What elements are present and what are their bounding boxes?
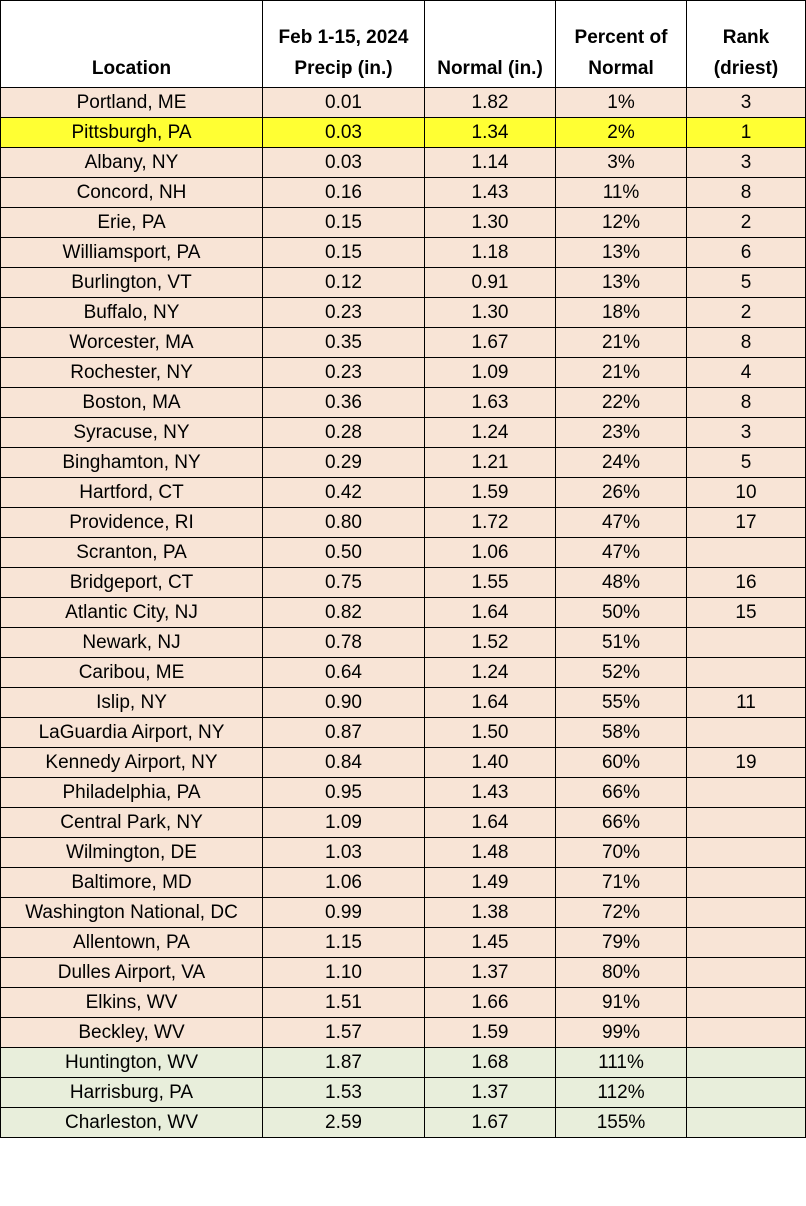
percent-cell: 55% xyxy=(556,688,687,718)
rank-cell xyxy=(687,958,806,988)
normal-cell: 0.91 xyxy=(425,268,556,298)
normal-cell: 1.59 xyxy=(425,478,556,508)
location-cell: Erie, PA xyxy=(1,208,263,238)
precip-cell: 1.06 xyxy=(263,868,425,898)
table-row xyxy=(1,928,806,958)
normal-cell: 1.45 xyxy=(425,928,556,958)
rank-cell: 19 xyxy=(687,748,806,778)
precip-cell: 0.16 xyxy=(263,178,425,208)
percent-cell: 18% xyxy=(556,298,687,328)
normal-cell: 1.21 xyxy=(425,448,556,478)
percent-column-header xyxy=(556,1,687,88)
rank-cell xyxy=(687,778,806,808)
rank-cell: 8 xyxy=(687,388,806,418)
percent-cell: 3% xyxy=(556,148,687,178)
table-row xyxy=(1,238,806,268)
location-cell: Kennedy Airport, NY xyxy=(1,748,263,778)
normal-cell: 1.50 xyxy=(425,718,556,748)
rank-cell: 6 xyxy=(687,238,806,268)
rank-cell xyxy=(687,898,806,928)
normal-cell: 1.66 xyxy=(425,988,556,1018)
table-row xyxy=(1,838,806,868)
rank-cell xyxy=(687,928,806,958)
percent-cell: 112% xyxy=(556,1078,687,1108)
rank-cell xyxy=(687,1108,806,1138)
precip-cell: 0.64 xyxy=(263,658,425,688)
precip-cell: 0.12 xyxy=(263,268,425,298)
table-row xyxy=(1,628,806,658)
table-row xyxy=(1,868,806,898)
normal-cell: 1.68 xyxy=(425,1048,556,1078)
normal-cell: 1.48 xyxy=(425,838,556,868)
rank-cell: 15 xyxy=(687,598,806,628)
table-row xyxy=(1,478,806,508)
normal-cell: 1.59 xyxy=(425,1018,556,1048)
precip-cell: 0.28 xyxy=(263,418,425,448)
location-cell: Washington National, DC xyxy=(1,898,263,928)
location-cell: Pittsburgh, PA xyxy=(1,118,263,148)
precip-cell: 0.29 xyxy=(263,448,425,478)
normal-cell: 1.18 xyxy=(425,238,556,268)
percent-cell: 1% xyxy=(556,88,687,118)
table-row xyxy=(1,208,806,238)
location-cell: Islip, NY xyxy=(1,688,263,718)
table-row xyxy=(1,88,806,118)
percent-cell: 52% xyxy=(556,658,687,688)
rank-cell: 16 xyxy=(687,568,806,598)
location-cell: Baltimore, MD xyxy=(1,868,263,898)
location-cell: Philadelphia, PA xyxy=(1,778,263,808)
normal-cell: 1.49 xyxy=(425,868,556,898)
location-cell: Binghamton, NY xyxy=(1,448,263,478)
precip-cell: 0.75 xyxy=(263,568,425,598)
table-row xyxy=(1,748,806,778)
normal-cell: 1.40 xyxy=(425,748,556,778)
table-row xyxy=(1,508,806,538)
percent-cell: 155% xyxy=(556,1108,687,1138)
precip-cell: 1.09 xyxy=(263,808,425,838)
percent-cell: 24% xyxy=(556,448,687,478)
percent-cell: 79% xyxy=(556,928,687,958)
table-row xyxy=(1,148,806,178)
normal-header-label: Normal (in.) xyxy=(437,58,543,79)
location-cell: Bridgeport, CT xyxy=(1,568,263,598)
rank-cell: 1 xyxy=(687,118,806,148)
rank-cell xyxy=(687,988,806,1018)
normal-cell: 1.30 xyxy=(425,208,556,238)
location-cell: Huntington, WV xyxy=(1,1048,263,1078)
percent-cell: 71% xyxy=(556,868,687,898)
location-header-label: Location xyxy=(91,58,172,79)
precip-cell: 0.35 xyxy=(263,328,425,358)
precip-cell: 0.01 xyxy=(263,88,425,118)
precip-cell: 0.42 xyxy=(263,478,425,508)
percent-cell: 47% xyxy=(556,538,687,568)
rank-cell: 2 xyxy=(687,208,806,238)
table-row xyxy=(1,718,806,748)
normal-cell: 1.64 xyxy=(425,688,556,718)
rank-header-line2: (driest) xyxy=(713,58,779,79)
percent-cell: 72% xyxy=(556,898,687,928)
rank-cell: 11 xyxy=(687,688,806,718)
precip-cell: 0.03 xyxy=(263,118,425,148)
normal-cell: 1.67 xyxy=(425,1108,556,1138)
precip-cell: 1.51 xyxy=(263,988,425,1018)
percent-cell: 22% xyxy=(556,388,687,418)
normal-cell: 1.24 xyxy=(425,418,556,448)
table-row xyxy=(1,658,806,688)
percent-cell: 58% xyxy=(556,718,687,748)
table-row xyxy=(1,118,806,148)
location-cell: Allentown, PA xyxy=(1,928,263,958)
percent-cell: 66% xyxy=(556,808,687,838)
location-cell: Buffalo, NY xyxy=(1,298,263,328)
table-row xyxy=(1,808,806,838)
rank-cell xyxy=(687,808,806,838)
rank-cell xyxy=(687,1018,806,1048)
table-row xyxy=(1,1108,806,1138)
normal-cell: 1.30 xyxy=(425,298,556,328)
rank-cell: 17 xyxy=(687,508,806,538)
rank-cell xyxy=(687,718,806,748)
table-row xyxy=(1,778,806,808)
normal-cell: 1.38 xyxy=(425,898,556,928)
rank-cell xyxy=(687,628,806,658)
normal-cell: 1.24 xyxy=(425,658,556,688)
rank-cell: 3 xyxy=(687,418,806,448)
percent-header-line1: Percent of xyxy=(574,27,668,48)
precip-header-line2: Precip (in.) xyxy=(294,58,393,79)
table-row xyxy=(1,418,806,448)
rank-cell: 8 xyxy=(687,178,806,208)
location-cell: Central Park, NY xyxy=(1,808,263,838)
percent-header-line2: Normal xyxy=(588,58,654,79)
precip-cell: 1.03 xyxy=(263,838,425,868)
location-cell: Burlington, VT xyxy=(1,268,263,298)
rank-cell: 5 xyxy=(687,448,806,478)
precip-cell: 0.23 xyxy=(263,298,425,328)
rank-cell: 8 xyxy=(687,328,806,358)
normal-cell: 1.67 xyxy=(425,328,556,358)
rank-cell: 5 xyxy=(687,268,806,298)
percent-cell: 60% xyxy=(556,748,687,778)
normal-cell: 1.82 xyxy=(425,88,556,118)
rank-cell: 3 xyxy=(687,148,806,178)
location-cell: Boston, MA xyxy=(1,388,263,418)
table-row xyxy=(1,328,806,358)
percent-cell: 66% xyxy=(556,778,687,808)
normal-cell: 1.63 xyxy=(425,388,556,418)
location-cell: Atlantic City, NJ xyxy=(1,598,263,628)
normal-cell: 1.06 xyxy=(425,538,556,568)
location-cell: Concord, NH xyxy=(1,178,263,208)
rank-cell xyxy=(687,658,806,688)
table-row xyxy=(1,1078,806,1108)
percent-cell: 26% xyxy=(556,478,687,508)
table-row xyxy=(1,448,806,478)
precip-cell: 0.90 xyxy=(263,688,425,718)
rank-cell xyxy=(687,838,806,868)
table-row xyxy=(1,688,806,718)
percent-cell: 51% xyxy=(556,628,687,658)
table-row xyxy=(1,1048,806,1078)
table-row xyxy=(1,1018,806,1048)
rank-column-header xyxy=(687,1,806,88)
table-row xyxy=(1,178,806,208)
location-cell: Beckley, WV xyxy=(1,1018,263,1048)
location-cell: Providence, RI xyxy=(1,508,263,538)
precip-cell: 1.15 xyxy=(263,928,425,958)
percent-cell: 12% xyxy=(556,208,687,238)
normal-column-header xyxy=(425,1,556,88)
location-cell: Elkins, WV xyxy=(1,988,263,1018)
rank-cell xyxy=(687,1048,806,1078)
table-row xyxy=(1,568,806,598)
percent-cell: 23% xyxy=(556,418,687,448)
precip-cell: 1.87 xyxy=(263,1048,425,1078)
precip-cell: 0.36 xyxy=(263,388,425,418)
precip-cell: 0.03 xyxy=(263,148,425,178)
table-row xyxy=(1,538,806,568)
location-cell: Caribou, ME xyxy=(1,658,263,688)
normal-cell: 1.72 xyxy=(425,508,556,538)
normal-cell: 1.09 xyxy=(425,358,556,388)
percent-cell: 99% xyxy=(556,1018,687,1048)
normal-cell: 1.43 xyxy=(425,778,556,808)
precip-cell: 2.59 xyxy=(263,1108,425,1138)
percent-cell: 91% xyxy=(556,988,687,1018)
table-row xyxy=(1,298,806,328)
location-column-header xyxy=(1,1,263,88)
location-cell: Newark, NJ xyxy=(1,628,263,658)
location-cell: Williamsport, PA xyxy=(1,238,263,268)
location-cell: Worcester, MA xyxy=(1,328,263,358)
location-cell: Harrisburg, PA xyxy=(1,1078,263,1108)
normal-cell: 1.64 xyxy=(425,598,556,628)
precip-cell: 0.78 xyxy=(263,628,425,658)
percent-cell: 2% xyxy=(556,118,687,148)
precip-cell: 0.23 xyxy=(263,358,425,388)
normal-cell: 1.37 xyxy=(425,958,556,988)
table-row xyxy=(1,598,806,628)
location-cell: Dulles Airport, VA xyxy=(1,958,263,988)
location-cell: Scranton, PA xyxy=(1,538,263,568)
rank-cell: 3 xyxy=(687,88,806,118)
normal-cell: 1.37 xyxy=(425,1078,556,1108)
table-body xyxy=(1,88,806,1138)
rank-cell: 4 xyxy=(687,358,806,388)
precip-cell: 0.15 xyxy=(263,208,425,238)
location-cell: Wilmington, DE xyxy=(1,838,263,868)
rank-cell xyxy=(687,538,806,568)
precip-cell: 0.82 xyxy=(263,598,425,628)
rank-cell xyxy=(687,868,806,898)
percent-cell: 11% xyxy=(556,178,687,208)
percent-cell: 48% xyxy=(556,568,687,598)
rank-cell xyxy=(687,1078,806,1108)
rank-header-line1: Rank xyxy=(722,27,770,48)
table-row xyxy=(1,388,806,418)
rank-cell: 10 xyxy=(687,478,806,508)
table-row xyxy=(1,898,806,928)
location-cell: LaGuardia Airport, NY xyxy=(1,718,263,748)
percent-cell: 70% xyxy=(556,838,687,868)
location-cell: Hartford, CT xyxy=(1,478,263,508)
normal-cell: 1.14 xyxy=(425,148,556,178)
precip-cell: 0.84 xyxy=(263,748,425,778)
location-cell: Charleston, WV xyxy=(1,1108,263,1138)
percent-cell: 13% xyxy=(556,268,687,298)
precip-cell: 0.80 xyxy=(263,508,425,538)
percent-cell: 80% xyxy=(556,958,687,988)
normal-cell: 1.55 xyxy=(425,568,556,598)
normal-cell: 1.34 xyxy=(425,118,556,148)
precip-cell: 1.57 xyxy=(263,1018,425,1048)
precip-header-line1: Feb 1-15, 2024 xyxy=(278,27,409,48)
precip-cell: 1.53 xyxy=(263,1078,425,1108)
percent-cell: 47% xyxy=(556,508,687,538)
location-cell: Albany, NY xyxy=(1,148,263,178)
normal-cell: 1.52 xyxy=(425,628,556,658)
normal-cell: 1.43 xyxy=(425,178,556,208)
precip-cell: 1.10 xyxy=(263,958,425,988)
header-row xyxy=(1,1,806,88)
location-cell: Syracuse, NY xyxy=(1,418,263,448)
precip-cell: 0.87 xyxy=(263,718,425,748)
precip-cell: 0.99 xyxy=(263,898,425,928)
precip-cell: 0.15 xyxy=(263,238,425,268)
percent-cell: 13% xyxy=(556,238,687,268)
table-row xyxy=(1,268,806,298)
table-row xyxy=(1,958,806,988)
location-cell: Rochester, NY xyxy=(1,358,263,388)
percent-cell: 21% xyxy=(556,358,687,388)
rank-cell: 2 xyxy=(687,298,806,328)
normal-cell: 1.64 xyxy=(425,808,556,838)
precip-column-header xyxy=(263,1,425,88)
percent-cell: 50% xyxy=(556,598,687,628)
precip-cell: 0.50 xyxy=(263,538,425,568)
percent-cell: 21% xyxy=(556,328,687,358)
location-cell: Portland, ME xyxy=(1,88,263,118)
precip-cell: 0.95 xyxy=(263,778,425,808)
table-row xyxy=(1,988,806,1018)
table-row xyxy=(1,358,806,388)
table-header xyxy=(1,1,806,88)
percent-cell: 111% xyxy=(556,1048,687,1078)
